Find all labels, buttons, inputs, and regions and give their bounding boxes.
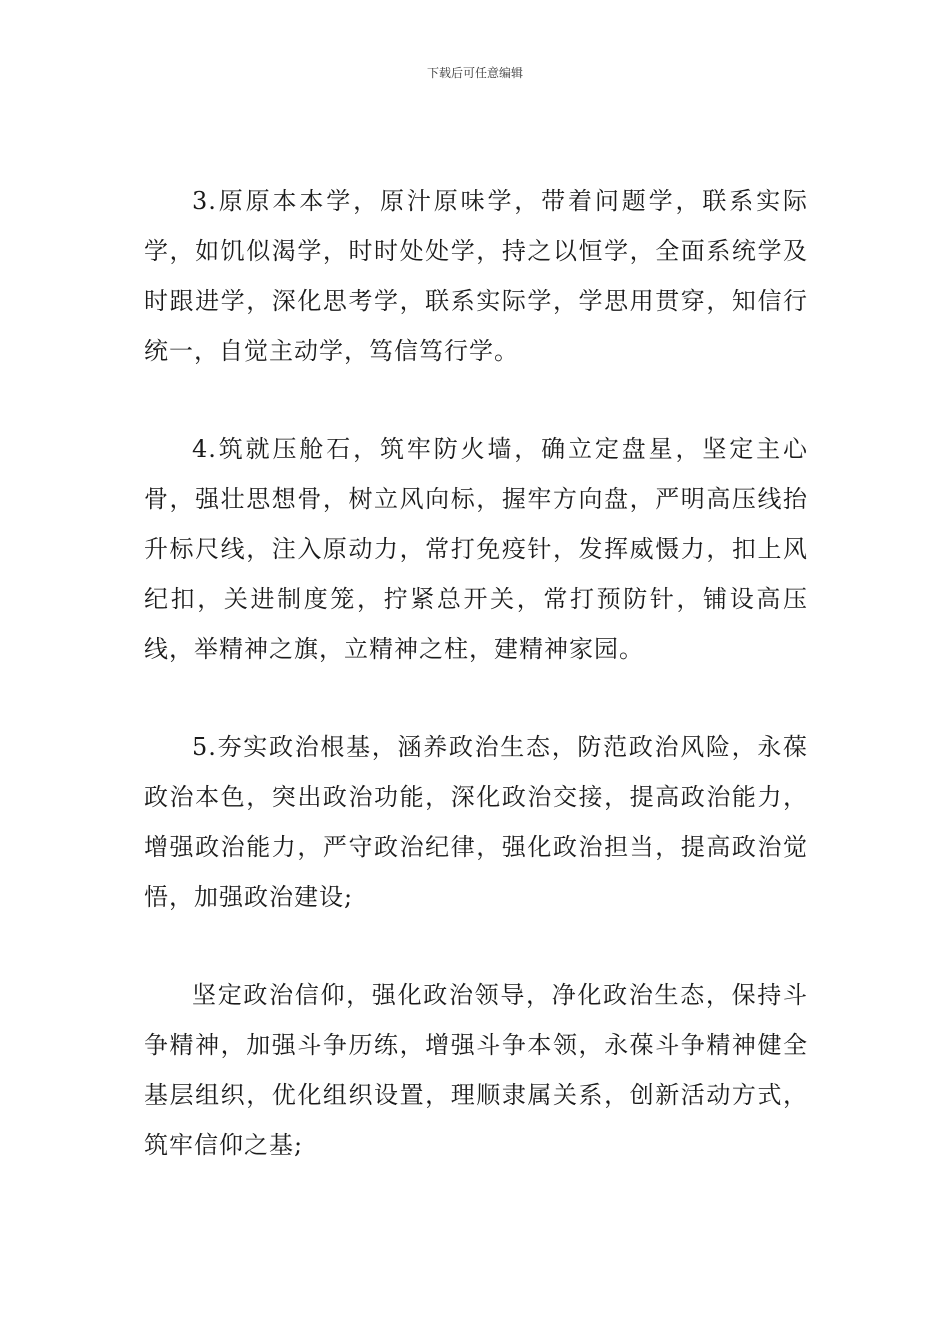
paragraph-3: 3.原原本本学，原汁原味学，带着问题学，联系实际学，如饥似渴学，时时处处学，持之以恒学，全面系统学及时跟进学，深化思考学，联系实际学，学思用贯穿，知信行统一，自觉主动学，笃信笃行学。 <box>144 187 808 365</box>
paragraph-5: 5.夯实政治根基，涵养政治生态，防范政治风险，永葆政治本色，突出政治功能，深化政治交接，提高政治能力，增强政治能力，严守政治纪律，强化政治担当，提高政治觉悟，加强政治建设; <box>144 733 808 911</box>
paragraph-4: 4.筑就压舱石，筑牢防火墙，确立定盘星，坚定主心骨，强壮思想骨，树立风向标，握牢方向盘，严明高压线抬升标尺线，注入原动力，常打免疫针，发挥威慑力，扣上风纪扣，关进制度笼，拧紧总开关，常打预防针，铺设高压线，举精神之旗，立精神之柱，建精神家园。 <box>144 435 808 663</box>
paragraph-5-continued: 坚定政治信仰，强化政治领导，净化政治生态，保持斗争精神，加强斗争历练，增强斗争本领，永葆斗争精神健全基层组织，优化组织设置，理顺隶属关系，创新活动方式，筑牢信仰之基; <box>144 981 808 1159</box>
header-note: 下载后可任意编辑 <box>426 66 523 80</box>
document-body <box>144 176 808 1170</box>
